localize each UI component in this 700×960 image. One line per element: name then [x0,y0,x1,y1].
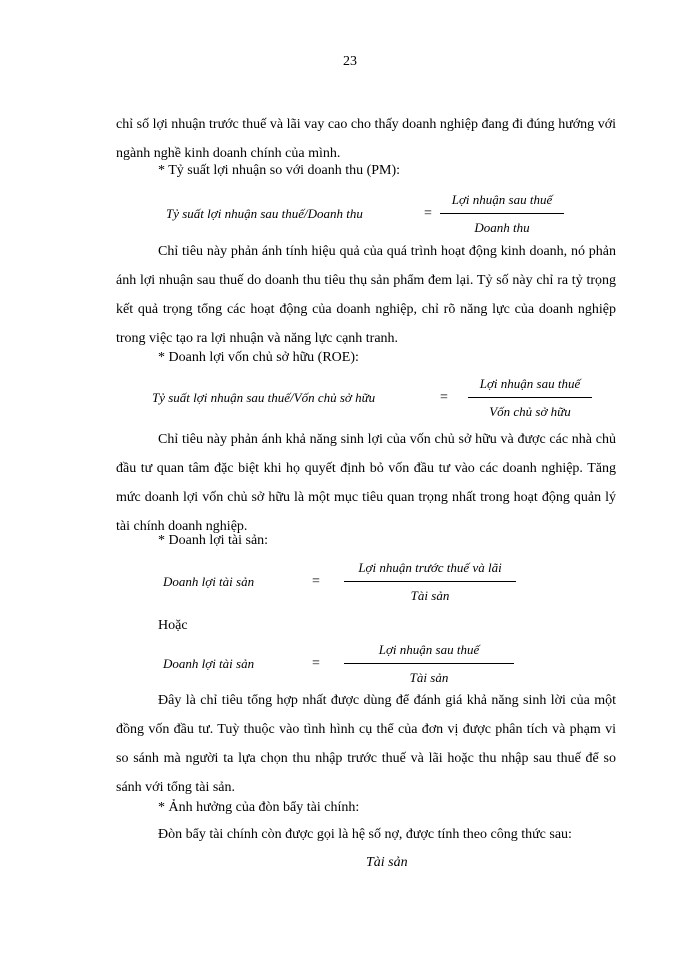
pm-denominator: Doanh thu [474,220,530,235]
roa-formula-2-numerator: Lợi nhuận sau thuế [378,642,480,657]
intro-paragraph: chỉ số lợi nhuận trước thuế và lãi vay cao cho thấy doanh nghiệp đang đi đúng hướng với ngành nghề kinh doanh chính của mình. [116,117,616,161]
roe-formula-label: Tỷ suất lợi nhuận sau thuế/Vốn chủ sở hữu [152,390,376,405]
roa-formula-1-fraction [344,560,516,604]
leverage-partial-formula: Tài sản [366,855,408,870]
pm-formula-equals: = [424,206,432,221]
leverage-sentence: Đòn bẩy tài chính còn được gọi là hệ số nợ, được tính theo công thức sau: [158,827,572,842]
roa-formula-2-fraction [344,642,514,686]
roe-formula-fraction [468,376,592,420]
page-number: 23 [343,54,357,69]
or-text: Hoặc [158,618,188,633]
roa-formula-1-label: Doanh lợi tài sản [163,574,255,589]
pm-explanation: Chỉ tiêu này phản ánh tính hiệu quả của quá trình hoạt động kinh doanh, nó phản ánh lợi nhuận sau thuế do doanh thu tiêu thụ sản phẩm đem lại. Tỷ số này chỉ ra tỷ trọng kết quả trọng tổng các hoạt động của doanh nghiệp, chỉ rõ năng lực của doanh nghiệp trong việc tạo ra lợi nhuận và năng lực cạnh tranh. [116,244,616,346]
roa-heading: * Doanh lợi tài sản: [158,533,269,548]
roa-explanation: Đây là chỉ tiêu tổng hợp nhất được dùng để đánh giá khả năng sinh lời của một đồng vốn đầu tư. Tuỳ thuộc vào tình hình cụ thể của đơn vị được phân tích và phạm vi so sánh mà người ta lựa chọn thu nhập trước thuế và lãi hoặc thu nhập sau thuế để so sánh với tổng tài sản. [116,693,616,795]
pm-formula-label: Tỷ suất lợi nhuận sau thuế/Doanh thu [166,206,363,221]
roe-numerator: Lợi nhuận sau thuế [479,376,581,391]
roa-formula-2-denominator: Tài sản [409,670,449,685]
pm-heading: * Tỷ suất lợi nhuận so với doanh thu (PM): [158,163,401,178]
roa-formula-2-label: Doanh lợi tài sản [163,656,255,671]
roe-explanation: Chỉ tiêu này phản ánh khả năng sinh lợi của vốn chủ sở hữu và được các nhà chủ đầu tư quan tâm đặc biệt khi họ quyết định bỏ vốn đầu tư vào các doanh nghiệp. Tăng mức doanh lợi vốn chủ sở hữu là một mục tiêu quan trọng nhất trong hoạt động quản lý tài chính doanh nghiệp. [116,432,616,534]
roa-formula-2-equals: = [312,656,320,671]
roe-denominator: Vốn chủ sở hữu [489,404,571,419]
roa-formula-1-equals: = [312,574,320,589]
roa-formula-1-numerator: Lợi nhuận trước thuế và lãi [358,560,502,575]
leverage-heading: * Ảnh hưởng của đòn bẩy tài chính: [158,800,360,815]
pm-formula-fraction [440,192,564,236]
roe-heading: * Doanh lợi vốn chủ sở hữu (ROE): [158,350,359,365]
roa-formula-1-denominator: Tài sản [410,588,450,603]
pm-numerator: Lợi nhuận sau thuế [451,192,553,207]
roe-formula-equals: = [440,390,448,405]
